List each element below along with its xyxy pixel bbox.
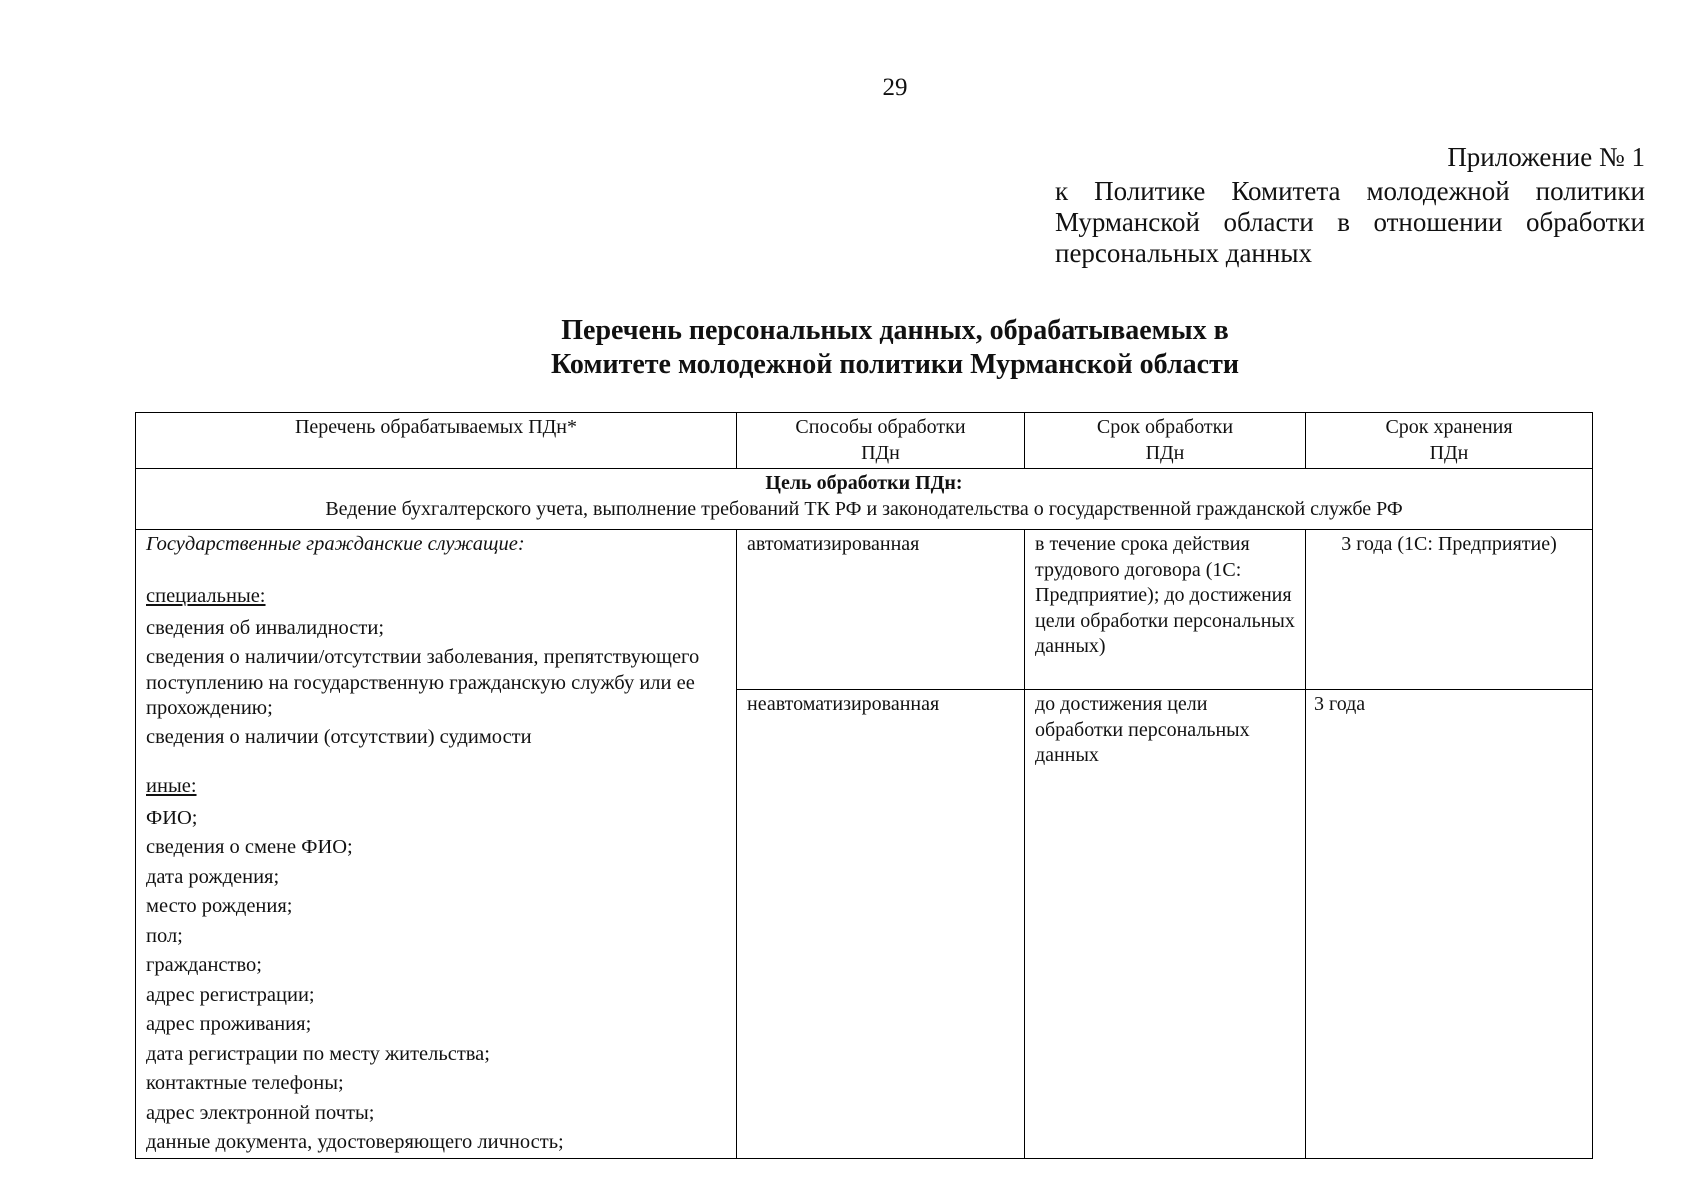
special-group-label: специальные: — [146, 585, 266, 607]
purpose-label: Цель обработки ПДн: — [765, 472, 963, 494]
list-item: пол; — [146, 924, 183, 947]
list-item: адрес регистрации; — [146, 983, 315, 1006]
storage-automated: 3 года (1С: Предприятие) — [1306, 530, 1593, 690]
appendix-body: к Политике Комитета молодежной политики Мурманской области в отношении обработки персональных данных — [1055, 176, 1645, 268]
list-item: место рождения; — [146, 895, 293, 917]
header-processing-methods: Способы обработки ПДн — [737, 413, 1025, 469]
appendix-title: Приложение № 1 — [1447, 142, 1645, 172]
list-item: дата рождения; — [146, 865, 280, 888]
data-list-cell — [136, 530, 737, 1159]
purpose-text: Ведение бухгалтерского учета, выполнение требований ТК РФ и законодательства о государственной гражданской службе РФ — [325, 497, 1403, 520]
term-automated: в течение срока действия трудового договора (1С: Предприятие); до достижения цели обработки персональных данных) — [1025, 530, 1306, 690]
storage-manual: 3 года — [1306, 690, 1593, 1159]
header-data-list: Перечень обрабатываемых ПДн* — [136, 413, 737, 469]
personal-data-table — [135, 412, 1593, 1159]
header-storage-term: Срок хранения ПДн — [1306, 413, 1593, 469]
purpose-cell — [136, 469, 1593, 530]
subject-category: Государственные гражданские служащие: — [146, 533, 525, 555]
appendix-reference — [1055, 142, 1645, 269]
method-manual: неавтоматизированная — [737, 690, 1025, 1159]
term-manual: до достижения цели обработки персональных данных — [1025, 690, 1306, 1159]
purpose-row — [136, 469, 1593, 530]
list-item: сведения о наличии (отсутствии) судимости — [146, 725, 532, 748]
list-item: адрес электронной почты; — [146, 1101, 375, 1124]
list-item: сведения о смене ФИО; — [146, 836, 353, 858]
list-item: дата регистрации по месту жительства; — [146, 1042, 490, 1065]
list-item: гражданство; — [146, 954, 262, 976]
list-item: сведения о наличии/отсутствии заболевания, препятствующего поступлению на государственную гражданскую службу или ее прохождению; — [146, 646, 700, 719]
list-item: сведения об инвалидности; — [146, 616, 385, 639]
list-item: контактные телефоны; — [146, 1072, 344, 1094]
list-item: данные документа, удостоверяющего личность; — [146, 1131, 564, 1153]
document-title — [0, 314, 1697, 382]
table-row — [136, 530, 1593, 690]
list-item: ФИО; — [146, 806, 198, 829]
document-title-line-1: Перечень персональных данных, обрабатываемых в — [561, 315, 1229, 346]
other-group-label: иные: — [146, 775, 197, 797]
table-header-row — [136, 413, 1593, 469]
page-number: 29 — [882, 74, 908, 101]
list-item: адрес проживания; — [146, 1013, 312, 1035]
method-automated: автоматизированная — [737, 530, 1025, 690]
document-title-line-2: Комитете молодежной политики Мурманской области — [551, 349, 1239, 380]
header-processing-term: Срок обработки ПДн — [1025, 413, 1306, 469]
